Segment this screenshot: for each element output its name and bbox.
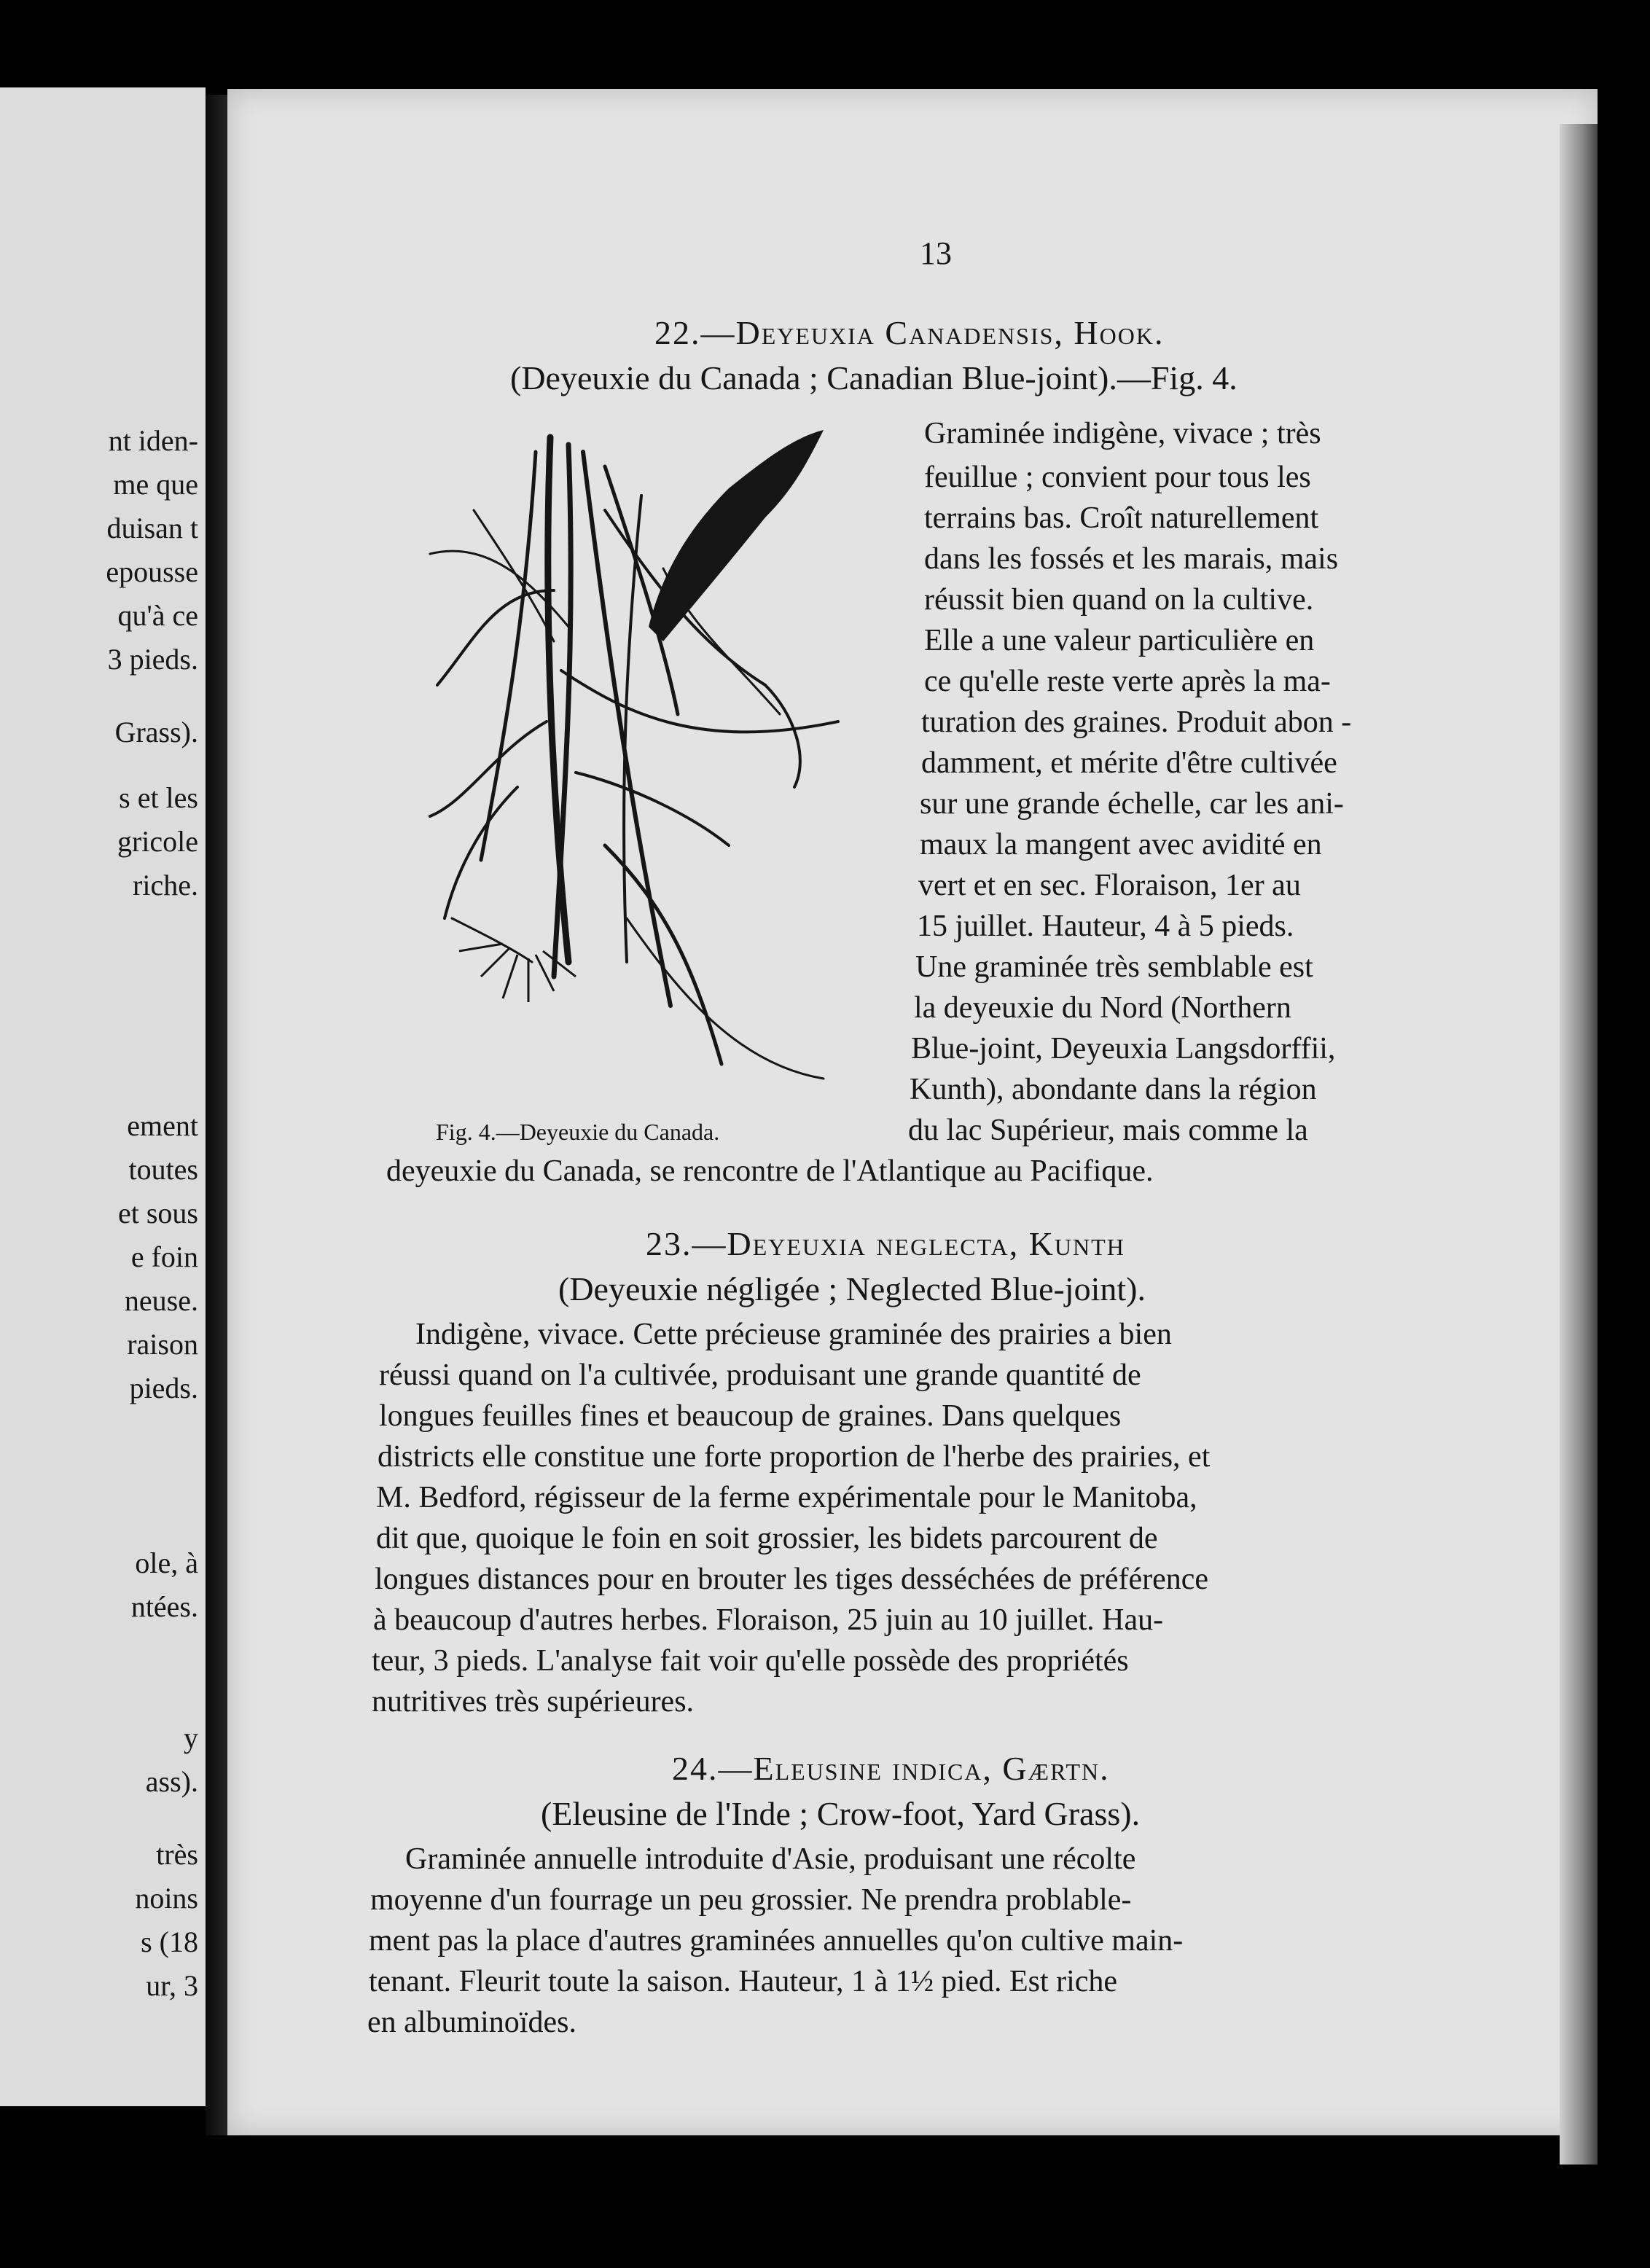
section-heading-24: 24.—Eleusine indica, Gærtn. [672,1750,1110,1787]
section-heading-23: 23.—Deyeuxia neglecta, Kunth [646,1225,1125,1262]
facing-line: nt iden- [108,424,198,457]
facing-line: raison [127,1328,198,1361]
paragraph-line: à beaucoup d'autres herbes. Floraison, 25 juin au 10 juillet. Hau- [373,1603,1164,1637]
paragraph-line: réussi quand on l'a cultivée, produisant une grande quantité de [379,1358,1141,1392]
paragraph-line: vert et en sec. Floraison, 1er au [918,869,1301,902]
paragraph-line: Graminée annuelle introduite d'Asie, produisant une récolte [405,1842,1136,1876]
paragraph-line: en albuminoïdes. [367,2006,576,2039]
paragraph-line: deyeuxie du Canada, se rencontre de l'Atlantique au Pacifique. [386,1154,1154,1188]
page-edge [1560,124,1598,2165]
facing-line: epousse [106,555,198,588]
paragraph-line: Blue-joint, Deyeuxia Langsdorffii, [911,1032,1336,1065]
figure-caption: Fig. 4.—Deyeuxie du Canada. [436,1119,720,1145]
section-heading-22: 22.—Deyeuxia Canadensis, Hook. [654,314,1165,351]
paragraph-line: réussit bien quand on la cultive. [924,583,1314,617]
paragraph-line: tenant. Fleurit toute la saison. Hauteur, 1 à 1½ pied. Est riche [369,1965,1118,1998]
section-subheading-24: (Eleusine de l'Inde ; Crow-foot, Yard Grass). [541,1795,1141,1832]
facing-line: riche. [133,869,198,902]
facing-line: 3 pieds. [107,643,198,676]
facing-line: gricole [117,825,198,858]
facing-line: ntées. [130,1590,198,1623]
facing-line: me que [113,468,198,501]
facing-line: et sous [118,1197,198,1229]
paragraph-line: turation des graines. Produit abon - [921,705,1352,739]
section-subheading-22: (Deyeuxie du Canada ; Canadian Blue-joint).—Fig. 4. [510,359,1238,396]
paragraph-line: longues feuilles fines et beaucoup de graines. Dans quelques [379,1399,1122,1433]
paragraph-line: teur, 3 pieds. L'analyse fait voir qu'elle possède des propriétés [372,1644,1129,1678]
paragraph-line: du lac Supérieur, mais comme la [908,1114,1308,1147]
facing-line: ement [127,1109,198,1142]
section-subheading-23: (Deyeuxie négligée ; Neglected Blue-joint). [558,1270,1146,1307]
facing-line: ole, à [135,1546,198,1579]
facing-line: Grass). [114,716,198,748]
paragraph-line: dans les fossés et les marais, mais [924,542,1339,576]
paragraph-line: dit que, quoique le foin en soit grossier, les bidets parcourent de [376,1522,1158,1555]
page-number: 13 [920,235,952,271]
paragraph-line: terrains bas. Croît naturellement [924,501,1319,535]
paragraph-line: damment, et mérite d'être cultivée [921,746,1337,780]
facing-line: neuse. [124,1284,198,1317]
facing-line: ur, 3 [146,1969,198,2002]
facing-line: duisan t [106,512,198,544]
facing-line: pieds. [129,1372,198,1404]
facing-line: qu'à ce [117,599,198,632]
paragraph-line: ment pas la place d'autres graminées annuelles qu'on cultive main- [369,1924,1184,1958]
deyeuxia-illustration [386,408,882,1122]
paragraph-line: la deyeuxie du Nord (Northern [914,991,1291,1025]
paragraph-line: sur une grande échelle, car les ani- [920,787,1344,821]
facing-line: s (18 [141,1925,198,1958]
paragraph-line: moyenne d'un fourrage un peu grossier. Ne prendra problable- [370,1883,1132,1917]
paragraph-line: districts elle constitue une forte proportion de l'herbe des prairies, et [378,1440,1211,1474]
paragraph-line: feuillue ; convient pour tous les [924,461,1311,494]
paragraph-line: longues distances pour en brouter les tiges desséchées de préférence [375,1563,1209,1596]
facing-line: très [156,1838,198,1871]
facing-page [0,87,206,2106]
paragraph-line: 15 juillet. Hauteur, 4 à 5 pieds. [917,910,1294,943]
facing-line: ass). [145,1765,198,1798]
paragraph-line: ce qu'elle reste verte après la ma- [924,665,1331,698]
paragraph-line: M. Bedford, régisseur de la ferme expérimentale pour le Manitoba, [376,1481,1197,1514]
paragraph-line: nutritives très supérieures. [372,1685,695,1718]
paragraph-line: Graminée indigène, vivace ; très [924,417,1321,450]
facing-line: e foin [130,1240,198,1273]
facing-line: y [184,1721,198,1754]
facing-line: noins [135,1882,198,1915]
facing-line: toutes [128,1153,198,1186]
paragraph-line: maux la mangent avec avidité en [920,828,1322,861]
facing-line: s et les [119,781,198,814]
paragraph-line: Une graminée très semblable est [915,950,1313,984]
paragraph-line: Indigène, vivace. Cette précieuse graminée des prairies a bien [415,1318,1172,1351]
paragraph-line: Kunth), abondante dans la région [910,1073,1317,1106]
paragraph-line: Elle a une valeur particulière en [924,624,1315,657]
